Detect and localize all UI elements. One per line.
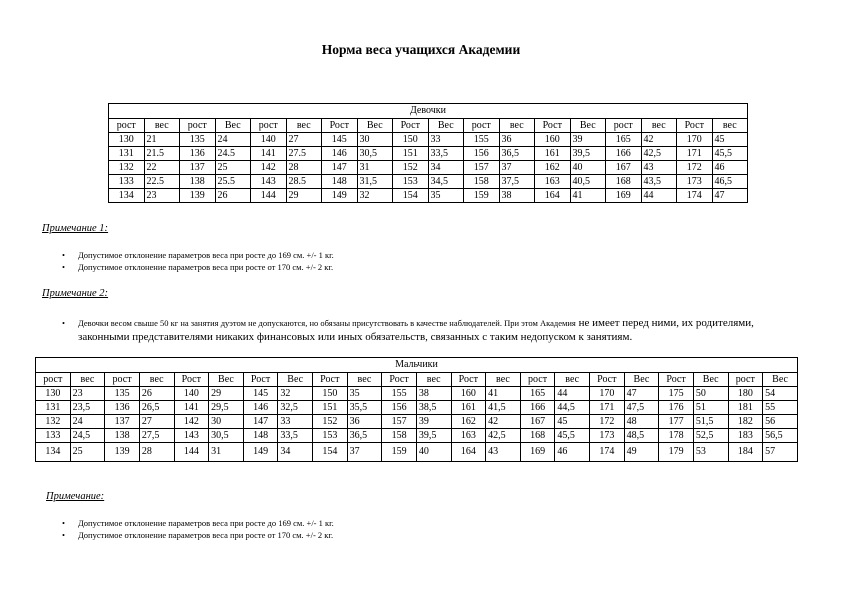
weight-cell: 36,5 xyxy=(347,429,382,443)
weight-cell: 52,5 xyxy=(693,429,728,443)
table-row xyxy=(109,161,748,175)
height-cell: 172 xyxy=(677,161,713,175)
column-header: Рост xyxy=(382,373,417,387)
height-cell: 146 xyxy=(243,401,278,415)
column-header: рост xyxy=(180,119,216,133)
height-cell: 184 xyxy=(728,443,763,462)
height-cell: 171 xyxy=(677,147,713,161)
column-header: рост xyxy=(109,119,145,133)
weight-cell: 47 xyxy=(712,189,748,203)
weight-cell: 38 xyxy=(416,387,451,401)
column-header: Рост xyxy=(174,373,209,387)
weight-cell: 45 xyxy=(712,133,748,147)
weight-cell: 46 xyxy=(555,443,590,462)
weight-cell: 39,5 xyxy=(416,429,451,443)
note-3-list xyxy=(62,518,334,541)
table-row xyxy=(109,189,748,203)
height-cell: 177 xyxy=(659,415,694,429)
weight-cell: 38 xyxy=(499,189,535,203)
column-header: рост xyxy=(464,119,500,133)
weight-cell: 39 xyxy=(570,133,606,147)
page-title: Норма веса учащихся Академии xyxy=(321,42,521,57)
weight-cell: 40,5 xyxy=(570,175,606,189)
height-cell: 171 xyxy=(590,401,625,415)
weight-cell: 37 xyxy=(499,161,535,175)
height-cell: 135 xyxy=(105,387,140,401)
table-row xyxy=(36,429,798,443)
weight-cell: 35 xyxy=(347,387,382,401)
weight-cell: 57 xyxy=(763,443,798,462)
weight-cell: 24.5 xyxy=(215,147,251,161)
weight-cell: 21 xyxy=(144,133,180,147)
column-header: вес xyxy=(347,373,382,387)
height-cell: 176 xyxy=(659,401,694,415)
height-cell: 138 xyxy=(105,429,140,443)
weight-cell: 40 xyxy=(416,443,451,462)
weight-cell: 40 xyxy=(570,161,606,175)
column-header: вес xyxy=(70,373,105,387)
weight-cell: 42,5 xyxy=(641,147,677,161)
height-cell: 141 xyxy=(174,401,209,415)
height-cell: 140 xyxy=(251,133,287,147)
height-cell: 150 xyxy=(393,133,429,147)
height-cell: 150 xyxy=(313,387,348,401)
table-row xyxy=(36,401,798,415)
table-header-row xyxy=(109,119,748,133)
height-cell: 145 xyxy=(243,387,278,401)
weight-cell: 42,5 xyxy=(486,429,521,443)
girls-weight-table xyxy=(108,103,748,203)
weight-cell: 32 xyxy=(357,189,393,203)
weight-cell: 34,5 xyxy=(428,175,464,189)
height-cell: 167 xyxy=(520,415,555,429)
height-cell: 162 xyxy=(535,161,571,175)
column-header: Вес xyxy=(209,373,244,387)
column-header: рост xyxy=(520,373,555,387)
height-cell: 149 xyxy=(243,443,278,462)
weight-cell: 56 xyxy=(763,415,798,429)
weight-cell: 54 xyxy=(763,387,798,401)
weight-cell: 48 xyxy=(624,415,659,429)
column-header: Рост xyxy=(243,373,278,387)
height-cell: 142 xyxy=(174,415,209,429)
column-header: Рост xyxy=(451,373,486,387)
girls-table-caption: Девочки xyxy=(109,104,748,119)
weight-cell: 42 xyxy=(641,133,677,147)
height-cell: 180 xyxy=(728,387,763,401)
height-cell: 145 xyxy=(322,133,358,147)
height-cell: 131 xyxy=(109,147,145,161)
weight-cell: 45,5 xyxy=(555,429,590,443)
column-header: Рост xyxy=(590,373,625,387)
height-cell: 161 xyxy=(451,401,486,415)
weight-cell: 28 xyxy=(286,161,322,175)
height-cell: 137 xyxy=(105,415,140,429)
height-cell: 164 xyxy=(451,443,486,462)
weight-cell: 42 xyxy=(486,415,521,429)
column-header: вес xyxy=(139,373,174,387)
list-item: • Допустимое отклонение параметров веса при росте от 170 см. +/- 2 кг. xyxy=(62,262,334,274)
column-header: рост xyxy=(251,119,287,133)
height-cell: 169 xyxy=(606,189,642,203)
height-cell: 140 xyxy=(174,387,209,401)
weight-cell: 56,5 xyxy=(763,429,798,443)
weight-cell: 25.5 xyxy=(215,175,251,189)
height-cell: 162 xyxy=(451,415,486,429)
weight-cell: 36 xyxy=(347,415,382,429)
weight-cell: 47,5 xyxy=(624,401,659,415)
height-cell: 152 xyxy=(393,161,429,175)
weight-cell: 30,5 xyxy=(209,429,244,443)
weight-cell: 41 xyxy=(486,387,521,401)
height-cell: 158 xyxy=(464,175,500,189)
weight-cell: 43,5 xyxy=(641,175,677,189)
column-header: Вес xyxy=(215,119,251,133)
weight-cell: 21.5 xyxy=(144,147,180,161)
height-cell: 158 xyxy=(382,429,417,443)
boys-weight-table xyxy=(35,357,798,462)
weight-cell: 33 xyxy=(428,133,464,147)
height-cell: 135 xyxy=(180,133,216,147)
note-2-title: Примечание 2: xyxy=(42,288,109,299)
height-cell: 170 xyxy=(590,387,625,401)
height-cell: 146 xyxy=(322,147,358,161)
column-header: Рост xyxy=(322,119,358,133)
height-cell: 160 xyxy=(451,387,486,401)
weight-cell: 23 xyxy=(70,387,105,401)
column-header: рост xyxy=(105,373,140,387)
column-header: Рост xyxy=(677,119,713,133)
height-cell: 168 xyxy=(606,175,642,189)
weight-cell: 43 xyxy=(486,443,521,462)
height-cell: 156 xyxy=(464,147,500,161)
list-item: • Допустимое отклонение параметров веса при росте до 169 см. +/- 1 кг. xyxy=(62,250,334,262)
weight-cell: 30 xyxy=(357,133,393,147)
table-row xyxy=(36,415,798,429)
height-cell: 152 xyxy=(313,415,348,429)
weight-cell: 31,5 xyxy=(357,175,393,189)
height-cell: 143 xyxy=(251,175,287,189)
note-2-list xyxy=(62,316,802,344)
weight-cell: 25 xyxy=(70,443,105,462)
column-header: вес xyxy=(144,119,180,133)
weight-cell: 22.5 xyxy=(144,175,180,189)
column-header: вес xyxy=(641,119,677,133)
height-cell: 157 xyxy=(464,161,500,175)
weight-cell: 39 xyxy=(416,415,451,429)
weight-cell: 33,5 xyxy=(278,429,313,443)
weight-cell: 38,5 xyxy=(416,401,451,415)
height-cell: 156 xyxy=(382,401,417,415)
weight-cell: 36,5 xyxy=(499,147,535,161)
weight-cell: 45,5 xyxy=(712,147,748,161)
column-header: вес xyxy=(416,373,451,387)
column-header: Вес xyxy=(278,373,313,387)
weight-cell: 28.5 xyxy=(286,175,322,189)
column-header: вес xyxy=(286,119,322,133)
column-header: Вес xyxy=(763,373,798,387)
weight-cell: 26 xyxy=(215,189,251,203)
height-cell: 164 xyxy=(535,189,571,203)
weight-cell: 39,5 xyxy=(570,147,606,161)
column-header: Рост xyxy=(535,119,571,133)
weight-cell: 35 xyxy=(428,189,464,203)
weight-cell: 43 xyxy=(641,161,677,175)
height-cell: 138 xyxy=(180,175,216,189)
note-2-text-small: Девочки весом свыше 50 кг на занятия дуэтом не допускаются, но обязаны присутствовать в качестве наблюдателей. При этом Академия xyxy=(78,318,576,328)
weight-cell: 29 xyxy=(286,189,322,203)
weight-cell: 22 xyxy=(144,161,180,175)
height-cell: 144 xyxy=(251,189,287,203)
weight-cell: 46 xyxy=(712,161,748,175)
height-cell: 178 xyxy=(659,429,694,443)
weight-cell: 24 xyxy=(70,415,105,429)
weight-cell: 50 xyxy=(693,387,728,401)
height-cell: 134 xyxy=(109,189,145,203)
weight-cell: 32,5 xyxy=(278,401,313,415)
list-item xyxy=(62,316,802,344)
column-header: Вес xyxy=(693,373,728,387)
height-cell: 148 xyxy=(322,175,358,189)
note-2-text-large: не имеет перед ними, их родителями, законными представителями никаких финансовых или иных обязательств, связанных с таким недопуском к занятиям. xyxy=(78,317,754,343)
height-cell: 144 xyxy=(174,443,209,462)
weight-cell: 49 xyxy=(624,443,659,462)
height-cell: 139 xyxy=(105,443,140,462)
height-cell: 130 xyxy=(36,387,71,401)
height-cell: 151 xyxy=(393,147,429,161)
column-header: Вес xyxy=(357,119,393,133)
weight-cell: 24 xyxy=(215,133,251,147)
weight-cell: 27 xyxy=(286,133,322,147)
height-cell: 163 xyxy=(535,175,571,189)
weight-cell: 26,5 xyxy=(139,401,174,415)
height-cell: 154 xyxy=(393,189,429,203)
weight-cell: 27 xyxy=(139,415,174,429)
height-cell: 130 xyxy=(109,133,145,147)
weight-cell: 29,5 xyxy=(209,401,244,415)
weight-cell: 33,5 xyxy=(428,147,464,161)
weight-cell: 44 xyxy=(555,387,590,401)
list-item: • Допустимое отклонение параметров веса при росте до 169 см. +/- 1 кг. xyxy=(62,518,334,530)
note-1-list xyxy=(62,250,334,273)
height-cell: 166 xyxy=(606,147,642,161)
height-cell: 168 xyxy=(520,429,555,443)
height-cell: 149 xyxy=(322,189,358,203)
weight-cell: 46,5 xyxy=(712,175,748,189)
height-cell: 155 xyxy=(464,133,500,147)
height-cell: 175 xyxy=(659,387,694,401)
height-cell: 169 xyxy=(520,443,555,462)
column-header: Рост xyxy=(393,119,429,133)
weight-cell: 24,5 xyxy=(70,429,105,443)
height-cell: 147 xyxy=(322,161,358,175)
boys-table-caption: Мальчики xyxy=(36,358,798,373)
weight-cell: 47 xyxy=(624,387,659,401)
height-cell: 179 xyxy=(659,443,694,462)
weight-cell: 48,5 xyxy=(624,429,659,443)
column-header: вес xyxy=(499,119,535,133)
height-cell: 159 xyxy=(382,443,417,462)
table-row xyxy=(36,443,798,462)
height-cell: 134 xyxy=(36,443,71,462)
table-row xyxy=(109,175,748,189)
height-cell: 131 xyxy=(36,401,71,415)
height-cell: 167 xyxy=(606,161,642,175)
height-cell: 170 xyxy=(677,133,713,147)
weight-cell: 37 xyxy=(347,443,382,462)
height-cell: 154 xyxy=(313,443,348,462)
weight-cell: 41,5 xyxy=(486,401,521,415)
height-cell: 165 xyxy=(520,387,555,401)
height-cell: 153 xyxy=(313,429,348,443)
height-cell: 132 xyxy=(109,161,145,175)
height-cell: 159 xyxy=(464,189,500,203)
weight-cell: 27.5 xyxy=(286,147,322,161)
height-cell: 161 xyxy=(535,147,571,161)
height-cell: 174 xyxy=(590,443,625,462)
height-cell: 165 xyxy=(606,133,642,147)
height-cell: 155 xyxy=(382,387,417,401)
height-cell: 136 xyxy=(105,401,140,415)
weight-cell: 55 xyxy=(763,401,798,415)
weight-cell: 44,5 xyxy=(555,401,590,415)
weight-cell: 26 xyxy=(139,387,174,401)
height-cell: 142 xyxy=(251,161,287,175)
weight-cell: 45 xyxy=(555,415,590,429)
height-cell: 151 xyxy=(313,401,348,415)
height-cell: 166 xyxy=(520,401,555,415)
weight-cell: 51 xyxy=(693,401,728,415)
column-header: рост xyxy=(728,373,763,387)
column-header: рост xyxy=(36,373,71,387)
weight-cell: 41 xyxy=(570,189,606,203)
table-header-row xyxy=(36,373,798,387)
weight-cell: 23,5 xyxy=(70,401,105,415)
weight-cell: 33 xyxy=(278,415,313,429)
weight-cell: 25 xyxy=(215,161,251,175)
column-header: Рост xyxy=(659,373,694,387)
weight-cell: 27,5 xyxy=(139,429,174,443)
height-cell: 182 xyxy=(728,415,763,429)
height-cell: 163 xyxy=(451,429,486,443)
height-cell: 172 xyxy=(590,415,625,429)
weight-cell: 34 xyxy=(428,161,464,175)
column-header: рост xyxy=(606,119,642,133)
height-cell: 174 xyxy=(677,189,713,203)
column-header: вес xyxy=(486,373,521,387)
list-item: • Допустимое отклонение параметров веса при росте от 170 см. +/- 2 кг. xyxy=(62,530,334,542)
weight-cell: 51,5 xyxy=(693,415,728,429)
column-header: Вес xyxy=(570,119,606,133)
height-cell: 143 xyxy=(174,429,209,443)
height-cell: 136 xyxy=(180,147,216,161)
table-row xyxy=(109,133,748,147)
height-cell: 141 xyxy=(251,147,287,161)
weight-cell: 37,5 xyxy=(499,175,535,189)
table-row xyxy=(109,147,748,161)
height-cell: 181 xyxy=(728,401,763,415)
height-cell: 153 xyxy=(393,175,429,189)
height-cell: 147 xyxy=(243,415,278,429)
height-cell: 183 xyxy=(728,429,763,443)
weight-cell: 53 xyxy=(693,443,728,462)
height-cell: 173 xyxy=(677,175,713,189)
height-cell: 148 xyxy=(243,429,278,443)
height-cell: 139 xyxy=(180,189,216,203)
weight-cell: 35,5 xyxy=(347,401,382,415)
column-header: Рост xyxy=(313,373,348,387)
weight-cell: 36 xyxy=(499,133,535,147)
height-cell: 173 xyxy=(590,429,625,443)
column-header: вес xyxy=(555,373,590,387)
note-1-title: Примечание 1: xyxy=(42,223,109,234)
weight-cell: 28 xyxy=(139,443,174,462)
height-cell: 133 xyxy=(36,429,71,443)
weight-cell: 31 xyxy=(357,161,393,175)
height-cell: 132 xyxy=(36,415,71,429)
weight-cell: 30 xyxy=(209,415,244,429)
table-row xyxy=(36,387,798,401)
column-header: вес xyxy=(712,119,748,133)
weight-cell: 32 xyxy=(278,387,313,401)
weight-cell: 31 xyxy=(209,443,244,462)
weight-cell: 34 xyxy=(278,443,313,462)
weight-cell: 29 xyxy=(209,387,244,401)
height-cell: 160 xyxy=(535,133,571,147)
weight-cell: 23 xyxy=(144,189,180,203)
column-header: Вес xyxy=(624,373,659,387)
height-cell: 137 xyxy=(180,161,216,175)
note-3-title: Примечание: xyxy=(46,491,105,502)
column-header: Вес xyxy=(428,119,464,133)
weight-cell: 44 xyxy=(641,189,677,203)
weight-cell: 30,5 xyxy=(357,147,393,161)
height-cell: 157 xyxy=(382,415,417,429)
height-cell: 133 xyxy=(109,175,145,189)
